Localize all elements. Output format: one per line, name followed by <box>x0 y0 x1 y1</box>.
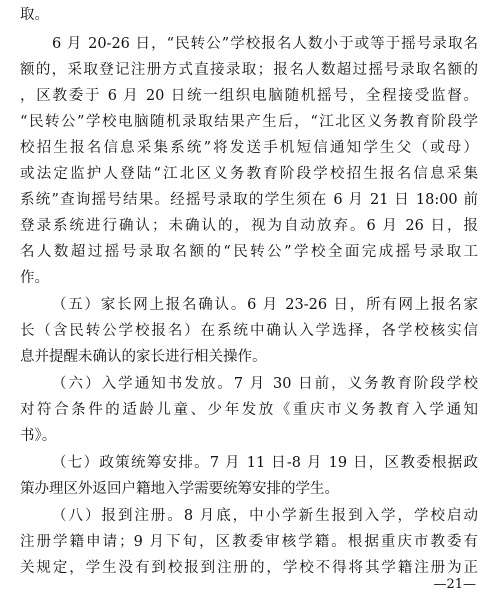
text-line: 注册学籍申请；9 月下旬，区教委审核学籍。根据重庆市教委有 <box>20 534 478 550</box>
text-line: ，区教委于 6 月 20 日统一组织电脑随机摇号，全程接受监督。 <box>20 88 478 104</box>
text-line: （六）入学通知书发放。7 月 30 日前，义务教育阶段学校 <box>52 376 478 392</box>
text-line: 取。 <box>20 7 49 23</box>
text-line: 登录系统进行确认；未确认的，视为自动放弃。6 月 26 日，报 <box>20 218 478 234</box>
text-line: 书》。 <box>20 428 57 444</box>
text-line: （五）家长网上报名确认。6 月 23-26 日，所有网上报名家 <box>52 297 478 313</box>
text-line: “民转公”学校电脑随机录取结果产生后，“江北区义务教育阶段学 <box>20 114 478 130</box>
text-line: 策办理区外返回户籍地入学需要统筹安排的学生。 <box>20 481 339 497</box>
text-line: 或法定监护人登陆“江北区义务教育阶段学校招生报名信息采集 <box>20 166 478 182</box>
text-line: 校招生报名信息采集系统”将发送手机短信通知学生父（或母） <box>20 140 478 156</box>
text-line: 6 月 20-26 日，“民转公”学校报名人数小于或等于摇号录取名 <box>52 36 478 52</box>
page-number: —21— <box>433 577 476 592</box>
text-line: （七）政策统筹安排。7 月 11 日-8 月 19 日，区教委根据政 <box>52 455 478 471</box>
text-line: 关规定，学生没有到校报到注册的，学校不得将其学籍注册为正 <box>20 560 478 576</box>
text-line: 系统”查询摇号结果。经摇号录取的学生须在 6 月 21 日 18:00 前 <box>20 192 478 208</box>
text-line: 名人数超过摇号录取名额的“民转公”学校全面完成摇号录取工 <box>20 244 478 260</box>
text-line: 额的，采取登记注册方式直接录取；报名人数超过摇号录取名额的 <box>20 62 478 78</box>
text-line: 对符合条件的适龄儿童、少年发放《重庆市义务教育入学通知 <box>20 402 478 418</box>
text-line: 作。 <box>20 270 49 286</box>
text-line: 息并提醒未确认的家长进行相关操作。 <box>20 349 267 365</box>
text-line: 长（含民转公学校报名）在系统中确认入学选择，各学校核实信 <box>20 323 478 339</box>
text-line: （八）报到注册。8 月底，中小学新生报到入学，学校启动 <box>52 508 478 524</box>
